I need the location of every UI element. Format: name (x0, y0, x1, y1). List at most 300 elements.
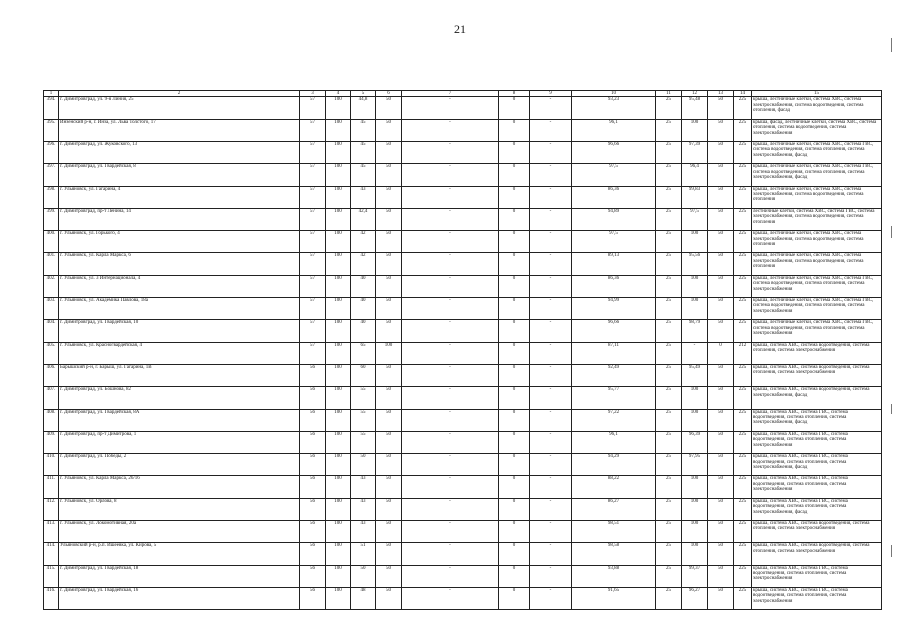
cell-work-types: крыша, система ХВС, система ГВС, система водоотведения, система отопления, система электроснабжения, фасад (752, 409, 882, 431)
cell-address: г. Димитровград, ул. Жуковского, 13 (59, 142, 300, 164)
table-row (44, 253, 882, 275)
cell-col-13: 50 (708, 587, 734, 609)
cell-col-8: 0 (499, 164, 530, 186)
cell-col-10: 87,11 (572, 342, 656, 364)
cell-col-7: - (402, 454, 499, 476)
cell-col-8: 0 (499, 342, 530, 364)
cell-col-12: 97,5 (682, 208, 708, 230)
cell-col-11: 25 (656, 320, 682, 342)
cell-col-8: 0 (499, 320, 530, 342)
cell-work-types: крыша, лестничные клетки, система ХВС, система ГВС, система водоотведения, система отопления, система электроснабжения (752, 298, 882, 320)
cell-work-types: крыша, фасад, лестничные клетки, система ХВС, система отопления, система водоотведения, система электроснабжения (752, 119, 882, 141)
cell-address: г. Димитровград, ул. Гвардейская, 10 (59, 320, 300, 342)
cell-col-9: - (530, 409, 572, 431)
cell-col-5: 43 (351, 498, 376, 520)
cell-col-9: - (530, 275, 572, 297)
cell-col-4: 100 (326, 364, 351, 386)
cell-col-14: 225 (734, 476, 752, 498)
cell-col-12: 100 (682, 543, 708, 565)
cell-col-4: 100 (326, 320, 351, 342)
cell-col-5: 43 (351, 521, 376, 543)
cell-col-10: 86,36 (572, 275, 656, 297)
cell-col-6: 50 (376, 387, 402, 409)
cell-col-14: 225 (734, 387, 752, 409)
cell-col-3: 56 (300, 409, 326, 431)
cell-col-12: 95,56 (682, 253, 708, 275)
cell-col-10: 97,5 (572, 164, 656, 186)
cell-row-number: 395. (44, 119, 59, 141)
cell-col-13: 50 (708, 498, 734, 520)
column-number: 13 (708, 91, 734, 97)
cell-col-10: 92,49 (572, 364, 656, 386)
cell-col-6: 50 (376, 119, 402, 141)
cell-col-6: 50 (376, 320, 402, 342)
cell-col-8: 0 (499, 543, 530, 565)
cell-col-8: 0 (499, 119, 530, 141)
cell-row-number: 409. (44, 431, 59, 453)
cell-work-types: крыша, система ХВС, система ГВС, система водоотведения, система отопления, система электроснабжения (752, 587, 882, 609)
cell-col-13: 50 (708, 431, 734, 453)
cell-col-4: 100 (326, 543, 351, 565)
cell-col-8: 0 (499, 97, 530, 119)
cell-col-6: 50 (376, 186, 402, 208)
cell-col-8: 0 (499, 208, 530, 230)
cell-col-7: - (402, 364, 499, 386)
cell-col-4: 100 (326, 164, 351, 186)
table-row (44, 97, 882, 119)
cell-col-8: 0 (499, 409, 530, 431)
cell-col-7: - (402, 97, 499, 119)
column-number: 9 (530, 91, 572, 97)
column-number: 3 (300, 91, 326, 97)
cell-col-6: 50 (376, 587, 402, 609)
cell-col-3: 57 (300, 186, 326, 208)
cell-col-12: 99,83 (682, 186, 708, 208)
cell-col-3: 56 (300, 476, 326, 498)
page-number: 21 (454, 22, 466, 36)
cell-col-3: 57 (300, 298, 326, 320)
cell-col-10: 98,51 (572, 521, 656, 543)
cell-col-13: 50 (708, 231, 734, 253)
cell-address: г. Димитровград, пр-т Димитрова, 1 (59, 431, 300, 453)
table-row (44, 364, 882, 386)
cell-col-4: 100 (326, 498, 351, 520)
cell-col-13: 50 (708, 454, 734, 476)
cell-col-8: 0 (499, 186, 530, 208)
cell-col-14: 225 (734, 543, 752, 565)
cell-col-13: 50 (708, 119, 734, 141)
cell-col-14: 225 (734, 275, 752, 297)
cell-row-number: 414. (44, 543, 59, 565)
column-number: 11 (656, 91, 682, 97)
cell-col-10: 95,77 (572, 387, 656, 409)
scan-margin-mark (891, 226, 892, 238)
table-row (44, 275, 882, 297)
cell-col-6: 50 (376, 498, 402, 520)
cell-address: г. Димитровград, ул. Гвардейская, 18 (59, 565, 300, 587)
cell-col-11: 25 (656, 521, 682, 543)
cell-col-10: 97,22 (572, 409, 656, 431)
scan-margin-mark (891, 38, 892, 52)
cell-row-number: 400. (44, 231, 59, 253)
column-number: 15 (752, 91, 882, 97)
column-number: 8 (499, 91, 530, 97)
table-row (44, 454, 882, 476)
cell-col-13: 50 (708, 164, 734, 186)
cell-col-5: 45 (351, 164, 376, 186)
cell-col-12: 100 (682, 119, 708, 141)
cell-col-11: 25 (656, 498, 682, 520)
table-row (44, 543, 882, 565)
housing-register-table (43, 90, 882, 610)
cell-work-types: крыша, система ХВС, система водоотведения, система отопления, система электроснабжения (752, 521, 882, 543)
cell-col-10: 98,58 (572, 543, 656, 565)
cell-col-4: 100 (326, 298, 351, 320)
cell-work-types: крыша, система ХВС, система водоотведения, система отопления, система электроснабжения (752, 364, 882, 386)
cell-col-7: - (402, 186, 499, 208)
cell-col-7: - (402, 431, 499, 453)
cell-col-6: 50 (376, 164, 402, 186)
cell-col-11: 25 (656, 387, 682, 409)
cell-col-3: 56 (300, 521, 326, 543)
cell-col-9: - (530, 298, 572, 320)
cell-col-4: 100 (326, 119, 351, 141)
table-row (44, 565, 882, 587)
cell-col-10: 93,88 (572, 565, 656, 587)
cell-col-6: 50 (376, 275, 402, 297)
cell-col-14: 225 (734, 208, 752, 230)
cell-address: г. Ульяновск, ул. Горького, 4 (59, 231, 300, 253)
cell-row-number: 408. (44, 409, 59, 431)
table-row (44, 119, 882, 141)
cell-col-12: 99,37 (682, 565, 708, 587)
cell-col-5: 60 (351, 364, 376, 386)
cell-col-7: - (402, 142, 499, 164)
cell-col-13: 50 (708, 565, 734, 587)
cell-col-5: 50 (351, 565, 376, 587)
scan-margin-mark (891, 404, 892, 414)
table-row (44, 231, 882, 253)
cell-col-10: 94,99 (572, 298, 656, 320)
cell-col-3: 56 (300, 431, 326, 453)
cell-col-6: 50 (376, 476, 402, 498)
cell-col-14: 225 (734, 454, 752, 476)
cell-col-9: - (530, 186, 572, 208)
cell-work-types: крыша, система ХВС, система ГВС, система водоотведения, система отопления, система электроснабжения (752, 431, 882, 453)
cell-row-number: 405. (44, 342, 59, 364)
cell-col-8: 0 (499, 253, 530, 275)
cell-col-8: 0 (499, 587, 530, 609)
cell-col-9: - (530, 164, 572, 186)
column-number: 6 (376, 91, 402, 97)
cell-address: г. Ульяновск, ул. Гагарина, 4 (59, 186, 300, 208)
cell-col-11: 25 (656, 186, 682, 208)
cell-col-13: 50 (708, 320, 734, 342)
table-row (44, 587, 882, 609)
cell-col-8: 0 (499, 142, 530, 164)
cell-row-number: 410. (44, 454, 59, 476)
cell-work-types: крыша, система ХВС, система ГВС, система водоотведения, система отопления, система электроснабжения (752, 565, 882, 587)
cell-col-14: 225 (734, 521, 752, 543)
cell-col-7: - (402, 208, 499, 230)
cell-col-5: 55 (351, 409, 376, 431)
cell-col-10: 88,22 (572, 476, 656, 498)
cell-col-8: 0 (499, 364, 530, 386)
cell-col-5: 51 (351, 543, 376, 565)
cell-work-types: крыша, лестничные клетки, система ХВС, система электроснабжения, система водоотведения, система отопления, фасад (752, 97, 882, 119)
cell-address: г. Ульяновск, ул. Карла Маркса, 6 (59, 253, 300, 275)
cell-col-13: 50 (708, 476, 734, 498)
cell-col-8: 0 (499, 431, 530, 453)
cell-col-5: 55 (351, 431, 376, 453)
cell-row-number: 406. (44, 364, 59, 386)
cell-col-5: 45 (351, 142, 376, 164)
cell-col-3: 57 (300, 342, 326, 364)
cell-col-3: 56 (300, 565, 326, 587)
cell-col-9: - (530, 253, 572, 275)
cell-address: г. Димитровград, ул. Гвардейская, 16 (59, 587, 300, 609)
cell-col-5: 50 (351, 454, 376, 476)
cell-col-6: 100 (376, 342, 402, 364)
cell-col-4: 100 (326, 431, 351, 453)
cell-col-14: 225 (734, 186, 752, 208)
table-row (44, 409, 882, 431)
cell-work-types: крыша, система ХВС, система водоотведения, система электроснабжения, фасад (752, 387, 882, 409)
cell-col-9: - (530, 119, 572, 141)
cell-col-11: 25 (656, 164, 682, 186)
cell-col-13: 50 (708, 186, 734, 208)
cell-col-11: 25 (656, 97, 682, 119)
cell-col-11: 25 (656, 409, 682, 431)
table-row (44, 521, 882, 543)
cell-row-number: 415. (44, 565, 59, 587)
cell-address: г. Ульяновск, ул. Орлова, 8 (59, 498, 300, 520)
table-row (44, 342, 882, 364)
cell-col-8: 0 (499, 498, 530, 520)
cell-col-12: 96,27 (682, 587, 708, 609)
cell-col-4: 100 (326, 409, 351, 431)
cell-row-number: 401. (44, 253, 59, 275)
cell-col-5: 40 (351, 320, 376, 342)
cell-row-number: 413. (44, 521, 59, 543)
cell-col-12: 100 (682, 298, 708, 320)
cell-col-13: 50 (708, 543, 734, 565)
cell-col-13: 50 (708, 253, 734, 275)
cell-col-14: 225 (734, 320, 752, 342)
cell-col-7: - (402, 543, 499, 565)
cell-col-9: - (530, 231, 572, 253)
cell-col-12: - (682, 342, 708, 364)
cell-col-12: 100 (682, 521, 708, 543)
cell-row-number: 394. (44, 97, 59, 119)
cell-col-14: 225 (734, 97, 752, 119)
cell-row-number: 398. (44, 186, 59, 208)
column-number: 14 (734, 91, 752, 97)
cell-col-7: - (402, 521, 499, 543)
cell-col-5: 43 (351, 476, 376, 498)
cell-col-13: 50 (708, 409, 734, 431)
cell-col-11: 25 (656, 298, 682, 320)
cell-col-9: - (530, 587, 572, 609)
cell-col-5: 40 (351, 275, 376, 297)
cell-col-12: 100 (682, 498, 708, 520)
cell-col-12: 96,4 (682, 164, 708, 186)
cell-col-3: 56 (300, 454, 326, 476)
cell-row-number: 416. (44, 587, 59, 609)
cell-address: г. Ульяновск, ул. Академика Павлова, 18а (59, 298, 300, 320)
cell-col-10: 96,66 (572, 320, 656, 342)
cell-work-types: лестничные клетки, система ХВС, система ГВС, система электроснабжения, система водоотведения, система отопления (752, 208, 882, 230)
table-row (44, 476, 882, 498)
cell-address: г. Димитровград, ул. 9-я Линия, 25 (59, 97, 300, 119)
cell-col-11: 25 (656, 275, 682, 297)
cell-col-10: 94,89 (572, 208, 656, 230)
cell-col-7: - (402, 231, 499, 253)
cell-col-4: 100 (326, 275, 351, 297)
cell-address: г. Димитровград, ул. Гвардейская, 8 (59, 164, 300, 186)
cell-col-7: - (402, 387, 499, 409)
cell-col-12: 98,79 (682, 320, 708, 342)
cell-col-9: - (530, 476, 572, 498)
column-number: 2 (59, 91, 300, 97)
cell-col-11: 25 (656, 142, 682, 164)
cell-col-14: 225 (734, 119, 752, 141)
cell-col-10: 94,29 (572, 454, 656, 476)
cell-col-6: 50 (376, 97, 402, 119)
cell-col-7: - (402, 320, 499, 342)
cell-row-number: 396. (44, 142, 59, 164)
cell-col-6: 50 (376, 298, 402, 320)
column-number: 10 (572, 91, 656, 97)
cell-col-8: 0 (499, 454, 530, 476)
cell-col-14: 225 (734, 409, 752, 431)
cell-col-11: 25 (656, 342, 682, 364)
cell-col-11: 25 (656, 587, 682, 609)
cell-row-number: 407. (44, 387, 59, 409)
cell-col-4: 100 (326, 521, 351, 543)
cell-row-number: 399. (44, 208, 59, 230)
cell-col-13: 50 (708, 364, 734, 386)
table-row (44, 387, 882, 409)
cell-col-11: 25 (656, 253, 682, 275)
cell-address: Ульяновский р-н, р.п. Ишеевка, ул. Кирова, 5 (59, 543, 300, 565)
cell-col-7: - (402, 253, 499, 275)
column-number: 4 (326, 91, 351, 97)
cell-row-number: 411. (44, 476, 59, 498)
cell-col-13: 50 (708, 275, 734, 297)
cell-col-12: 100 (682, 409, 708, 431)
cell-col-13: 50 (708, 521, 734, 543)
cell-col-5: 42,4 (351, 208, 376, 230)
cell-col-14: 225 (734, 142, 752, 164)
cell-col-6: 50 (376, 142, 402, 164)
cell-col-11: 25 (656, 454, 682, 476)
cell-col-9: - (530, 521, 572, 543)
column-number: 7 (402, 91, 499, 97)
cell-work-types: крыша, лестничные клетки, система ХВС, система ГВС, система водоотведения, система отопления, система электроснабжения (752, 320, 882, 342)
cell-col-13: 50 (708, 208, 734, 230)
table-row (44, 142, 882, 164)
cell-col-9: - (530, 320, 572, 342)
cell-col-13: 0 (708, 342, 734, 364)
cell-col-3: 56 (300, 498, 326, 520)
cell-col-7: - (402, 565, 499, 587)
cell-col-5: 45 (351, 119, 376, 141)
cell-address: г. Ульяновск, ул. 3 Интернационала, 4 (59, 275, 300, 297)
cell-col-11: 25 (656, 476, 682, 498)
cell-address: г. Ульяновск, ул. Карла Маркса, 26/16 (59, 476, 300, 498)
cell-col-3: 57 (300, 164, 326, 186)
cell-col-9: - (530, 364, 572, 386)
cell-work-types: крыша, система ХВС, система водоотведения, система отопления, система электроснабжения (752, 543, 882, 565)
cell-col-6: 50 (376, 253, 402, 275)
cell-col-12: 95,48 (682, 97, 708, 119)
cell-col-14: 225 (734, 364, 752, 386)
cell-col-3: 57 (300, 231, 326, 253)
cell-col-6: 50 (376, 454, 402, 476)
cell-col-4: 100 (326, 142, 351, 164)
cell-col-6: 50 (376, 431, 402, 453)
cell-col-3: 57 (300, 253, 326, 275)
cell-col-6: 50 (376, 364, 402, 386)
cell-col-3: 57 (300, 208, 326, 230)
cell-col-8: 0 (499, 387, 530, 409)
cell-col-14: 225 (734, 231, 752, 253)
cell-col-12: 100 (682, 476, 708, 498)
cell-col-9: - (530, 543, 572, 565)
cell-address: г. Ульяновск, ул. Красногвардейская, 4 (59, 342, 300, 364)
cell-col-10: 96,66 (572, 142, 656, 164)
cell-col-4: 100 (326, 342, 351, 364)
cell-col-6: 50 (376, 565, 402, 587)
table-row (44, 208, 882, 230)
cell-col-7: - (402, 342, 499, 364)
cell-col-12: 95,49 (682, 364, 708, 386)
cell-col-8: 0 (499, 298, 530, 320)
cell-address: г. Димитровград, пр-т Ленина, 14 (59, 208, 300, 230)
cell-col-5: 43 (351, 186, 376, 208)
cell-col-7: - (402, 476, 499, 498)
table-row (44, 298, 882, 320)
cell-col-4: 100 (326, 565, 351, 587)
cell-col-3: 57 (300, 119, 326, 141)
cell-col-14: 225 (734, 565, 752, 587)
cell-row-number: 403. (44, 298, 59, 320)
cell-col-7: - (402, 409, 499, 431)
cell-col-3: 56 (300, 387, 326, 409)
cell-work-types: крыша, система ХВС, система ГВС, система водоотведения, система отопления, система электроснабжения (752, 476, 882, 498)
cell-col-7: - (402, 587, 499, 609)
cell-col-14: 225 (734, 498, 752, 520)
cell-col-8: 0 (499, 231, 530, 253)
cell-col-13: 50 (708, 387, 734, 409)
cell-address: г. Димитровград, ул. Победы, 2 (59, 454, 300, 476)
cell-work-types: крыша, лестничные клетки, система ХВС, система электроснабжения, система водоотведения, система отопления (752, 231, 882, 253)
cell-work-types: крыша, система ХВС, система ГВС, система водоотведения, система отопления, система электроснабжения, фасад (752, 454, 882, 476)
cell-col-9: - (530, 431, 572, 453)
cell-col-4: 100 (326, 208, 351, 230)
table-row (44, 186, 882, 208)
cell-work-types: крыша, лестничные клетки, система ХВС, система электроснабжения, система водоотведения, система отопления (752, 186, 882, 208)
cell-col-4: 100 (326, 387, 351, 409)
cell-col-11: 25 (656, 431, 682, 453)
cell-col-14: 225 (734, 298, 752, 320)
cell-col-11: 25 (656, 231, 682, 253)
cell-col-12: 97,39 (682, 142, 708, 164)
column-number: 5 (351, 91, 376, 97)
cell-col-4: 100 (326, 97, 351, 119)
cell-address: г. Ульяновск, ул. Локомотивная, 20а (59, 521, 300, 543)
